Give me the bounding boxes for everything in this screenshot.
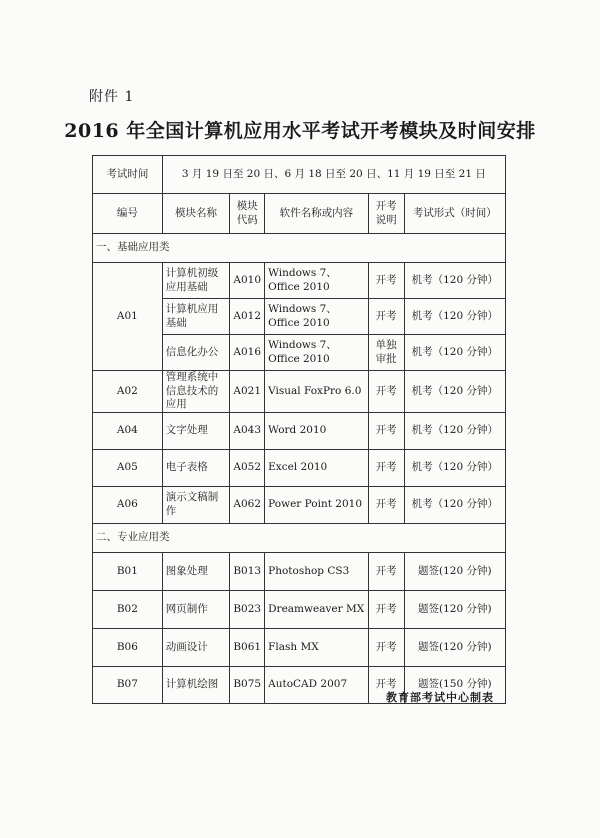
open-note: 开考 bbox=[368, 552, 404, 590]
software: AutoCAD 2007 bbox=[265, 666, 369, 703]
section-title: 二、专业应用类 bbox=[93, 523, 506, 552]
module-name: 信息化办公 bbox=[162, 335, 230, 371]
exam-form: 机考（120 分钟） bbox=[404, 412, 505, 449]
exam-form: 机考（120 分钟） bbox=[404, 371, 505, 413]
table-row bbox=[93, 552, 506, 590]
header-code: 编号 bbox=[93, 194, 163, 234]
software: Photoshop CS3 bbox=[265, 552, 369, 590]
header-software: 软件名称或内容 bbox=[265, 194, 369, 234]
exam-form: 机考（120 分钟） bbox=[404, 449, 505, 486]
group-code: A01 bbox=[93, 263, 163, 371]
group-code: A02 bbox=[93, 371, 163, 413]
module-name: 管理系统中信息技术的应用 bbox=[162, 371, 230, 413]
open-note: 开考 bbox=[368, 628, 404, 666]
header-open-note: 开考说明 bbox=[368, 194, 404, 234]
software: Dreamweaver MX bbox=[265, 590, 369, 628]
module-name: 计算机绘图 bbox=[162, 666, 230, 703]
exam-time-label: 考试时间 bbox=[93, 156, 163, 194]
software: Windows 7、Office 2010 bbox=[265, 335, 369, 371]
open-note: 开考 bbox=[368, 412, 404, 449]
module-code: A016 bbox=[230, 335, 265, 371]
module-code: A043 bbox=[230, 412, 265, 449]
header-module-code: 模块代码 bbox=[230, 194, 265, 234]
group-code: A04 bbox=[93, 412, 163, 449]
software: Windows 7、Office 2010 bbox=[265, 299, 369, 335]
group-code: A05 bbox=[93, 449, 163, 486]
module-code: B061 bbox=[230, 628, 265, 666]
open-note: 开考 bbox=[368, 449, 404, 486]
software: Power Point 2010 bbox=[265, 486, 369, 523]
table-row bbox=[93, 449, 506, 486]
software: Flash MX bbox=[265, 628, 369, 666]
exam-form: 机考（120 分钟） bbox=[404, 299, 505, 335]
table-row bbox=[93, 371, 506, 413]
module-name: 图象处理 bbox=[162, 552, 230, 590]
open-note: 开考 bbox=[368, 371, 404, 413]
footer-note: 教育部考试中心制表 bbox=[386, 691, 494, 704]
module-name: 电子表格 bbox=[162, 449, 230, 486]
group-code: B06 bbox=[93, 628, 163, 666]
module-code: A010 bbox=[230, 263, 265, 299]
group-code: A06 bbox=[93, 486, 163, 523]
open-note: 开考 bbox=[368, 590, 404, 628]
exam-form: 题签(150 分钟) bbox=[404, 666, 505, 703]
exam-time-row bbox=[93, 156, 506, 194]
schedule-table bbox=[92, 155, 506, 704]
section-row bbox=[93, 523, 506, 552]
open-note: 开考 bbox=[368, 299, 404, 335]
module-name: 计算机应用基础 bbox=[162, 299, 230, 335]
table-row bbox=[93, 590, 506, 628]
document-title: 2016 年全国计算机应用水平考试开考模块及时间安排 bbox=[64, 120, 536, 142]
module-code: A052 bbox=[230, 449, 265, 486]
exam-form: 题签(120 分钟) bbox=[404, 552, 505, 590]
table-row bbox=[93, 628, 506, 666]
module-name: 网页制作 bbox=[162, 590, 230, 628]
open-note: 单独审批 bbox=[368, 335, 404, 371]
group-code: B07 bbox=[93, 666, 163, 703]
table-row bbox=[93, 263, 506, 299]
module-name: 演示文稿制作 bbox=[162, 486, 230, 523]
open-note: 开考 bbox=[368, 666, 404, 703]
open-note: 开考 bbox=[368, 263, 404, 299]
section-row bbox=[93, 234, 506, 263]
module-name: 动画设计 bbox=[162, 628, 230, 666]
section-title: 一、基础应用类 bbox=[93, 234, 506, 263]
header-row bbox=[93, 194, 506, 234]
module-code: B013 bbox=[230, 552, 265, 590]
software: Excel 2010 bbox=[265, 449, 369, 486]
exam-time-value: 3 月 19 日至 20 日、6 月 18 日至 20 日、11 月 19 日至 21 日 bbox=[162, 156, 505, 194]
exam-form: 机考（120 分钟） bbox=[404, 486, 505, 523]
software: Visual FoxPro 6.0 bbox=[265, 371, 369, 413]
table-row bbox=[93, 486, 506, 523]
module-code: B023 bbox=[230, 590, 265, 628]
attachment-label: 附件 1 bbox=[89, 89, 135, 105]
header-exam-form: 考试形式（时间） bbox=[404, 194, 505, 234]
module-code: B075 bbox=[230, 666, 265, 703]
exam-form: 题签(120 分钟) bbox=[404, 628, 505, 666]
group-code: B02 bbox=[93, 590, 163, 628]
exam-form: 题签(120 分钟) bbox=[404, 590, 505, 628]
module-code: A021 bbox=[230, 371, 265, 413]
header-module-name: 模块名称 bbox=[162, 194, 230, 234]
software: Word 2010 bbox=[265, 412, 369, 449]
exam-form: 机考（120 分钟） bbox=[404, 263, 505, 299]
module-name: 文字处理 bbox=[162, 412, 230, 449]
group-code: B01 bbox=[93, 552, 163, 590]
table-row bbox=[93, 412, 506, 449]
open-note: 开考 bbox=[368, 486, 404, 523]
software: Windows 7、Office 2010 bbox=[265, 263, 369, 299]
module-name: 计算机初级应用基础 bbox=[162, 263, 230, 299]
module-code: A062 bbox=[230, 486, 265, 523]
exam-form: 机考（120 分钟） bbox=[404, 335, 505, 371]
module-code: A012 bbox=[230, 299, 265, 335]
